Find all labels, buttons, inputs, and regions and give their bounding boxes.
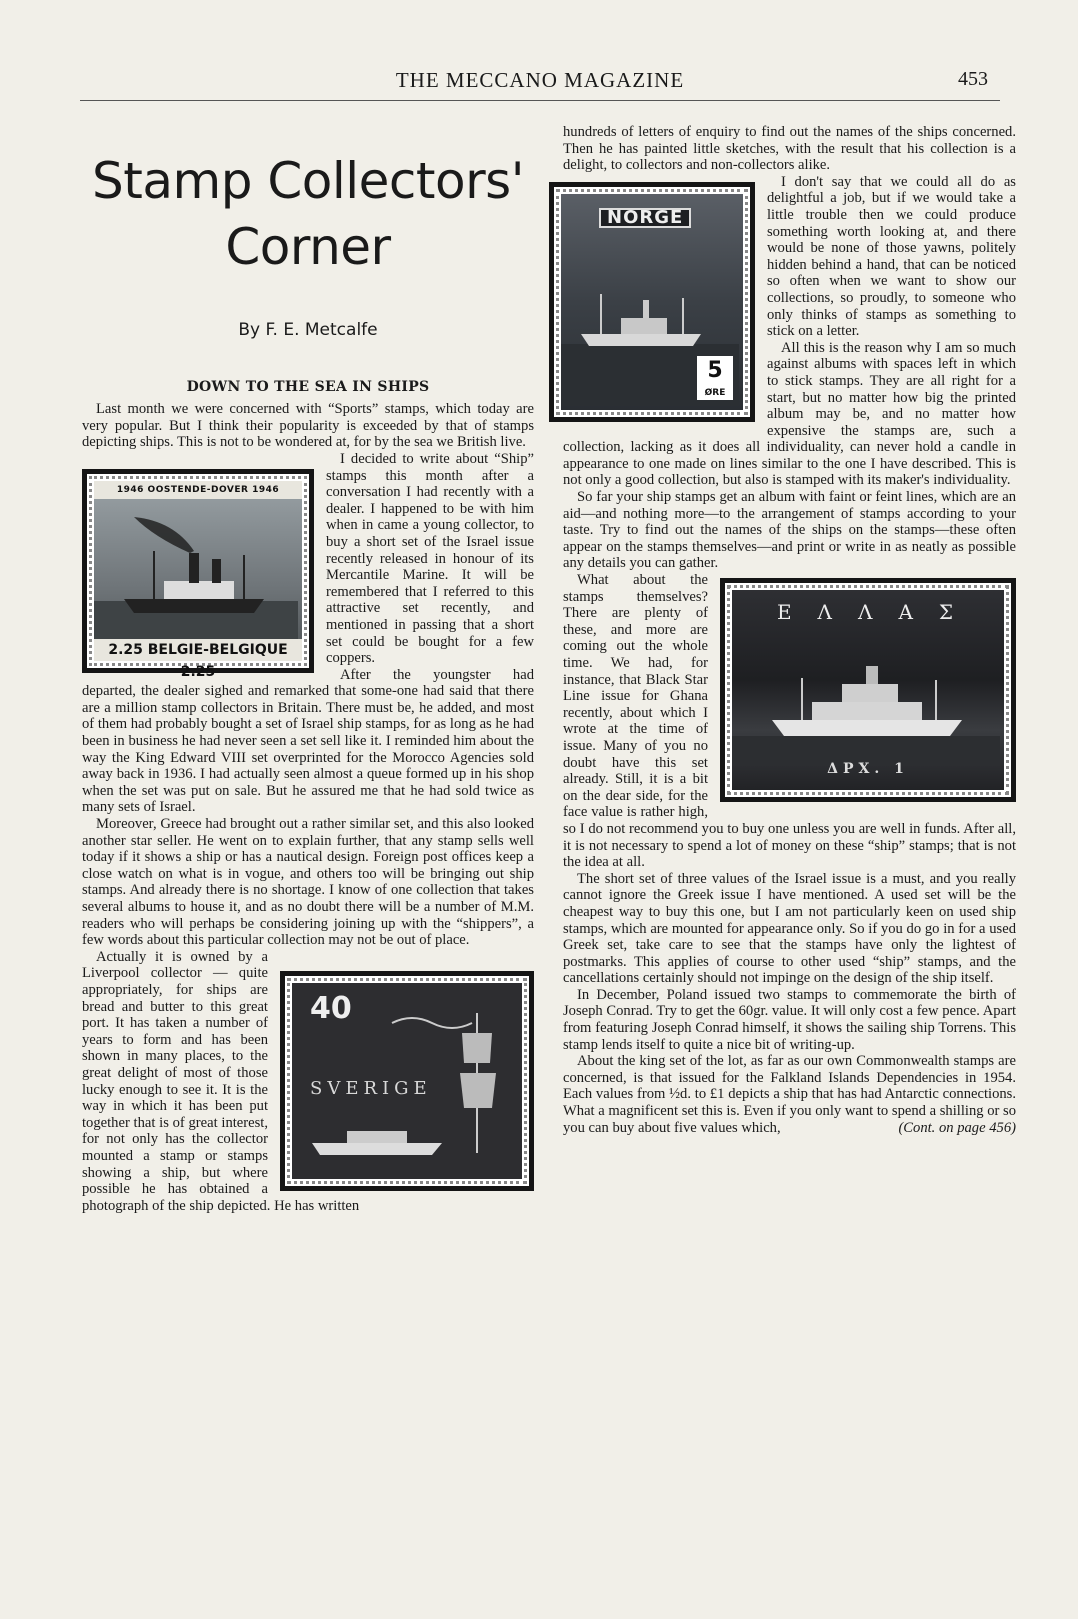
liner-illustration bbox=[732, 590, 1000, 786]
article-title bbox=[82, 148, 534, 280]
paragraph: Moreover, Greece had brought out a rather similar set, and this also looked another star seller. He went on to explain further, that any stamp sells well today if it shows a ship or has a nautical design. Foreign post offices keep a close watch on what is in vogue, and others too will be bringing out ship stamps. And already there is no shortage. I know of one collection that takes several albums to house it, and as no doubt there will be a number of M.M. readers who will perhaps be considering joining up with the “shippers”, a few words about this particular collection may not be out of place. bbox=[82, 816, 534, 949]
page-number: 453 bbox=[958, 68, 988, 90]
title-line-2: Corner bbox=[225, 218, 391, 276]
paragraph: All this is the reason why I am so much against albums with spaces left in which to stick stamps. They are all right for a start, but no matter how big the printed album may be, and no matter how expensive the stamps are, such a collection, lacking as it does all individuality, can never hold a candle in appearance to one made on lines similar to the one I have described. This is not only a good collection, but also is stamped with its maker's individuality. bbox=[563, 339, 1016, 489]
left-column bbox=[82, 106, 534, 1214]
stamp-greece bbox=[720, 578, 1016, 802]
stamp-label-top: 1946 OOSTENDE-DOVER 1946 bbox=[94, 481, 302, 499]
stamp-value: 40 bbox=[310, 990, 352, 1026]
paragraph-text: About the king set of the lot, as far as our own Commonwealth stamps are concerned, is that issued for the Falkland Islands Dependencies in 1954. Each values from ½d. to £1 depicts a ship that has had Antarctic connections. What a magnificent set this is. Even if you only want to spend a shilling or so you can buy about five values which, bbox=[563, 1053, 1016, 1136]
paragraph: Last month we were concerned with “Sports” stamps, which today are very popular. But I think their popularity is exceeded by that of stamps depicting ships. This is not to be wondered at, for by the sea we British live. bbox=[82, 401, 534, 451]
right-column bbox=[563, 124, 1016, 1136]
paragraph: The short set of three values of the Israel issue is a must, and you really cannot ignore the Greek issue I have mentioned. A used set will be the cheapest way to buy this one, but I am not particularly keen on used ship stamps, which are mounted for appearance only. So if you do go in for a used Greek set, take care to see that the stamps have only the lightest of postmarks. This applies of course to other used “ship” stamps, and the cancellations certainly should not impinge on the design of the ship itself. bbox=[563, 870, 1016, 987]
paragraph: Actually it is owned by a Liverpool collector — quite appropriately, for ships are bread and butter to this great port. It has taken a number of years to form and has been shown in many places, to the great delight of most of those lucky enough to see it. It is the way in which it has been put together that is of great interest, for not only has the collector mounted a stamp or stamps showing a ship, but where possible he has obtained a photograph of the ship depicted. He has written bbox=[82, 948, 360, 1214]
continued-note: (Cont. on page 456) bbox=[898, 1119, 1016, 1136]
stamp-value-box bbox=[697, 356, 733, 400]
paragraph: What about the stamps themselves? There are plenty of these, and more are coming out the whole time. We had, for instance, that Black Star Line issue for Ghana recently, about which I wrote at the time of issue. Many of you no doubt have this set already. Still, it is a bit on the dear side, for the face value is rather high, so I do not recommend you to buy one unless you are well in funds. After all, it is not necessary to spend a lot of money on these “ship” stamps; that is not the idea at all. bbox=[563, 572, 1016, 871]
paragraph: I don't say that we could all do as delightful a job, but if we would take a little trouble then we could produce something worth looking at, and there would be none of those yawns, politely hidden behind a hand, that can be noticed so often when we want to show our collections, so proudly, to someone who only thinks of stamps as something to stick on a letter. bbox=[767, 173, 1016, 340]
stamp-value: ΔΡΧ. 1 bbox=[827, 761, 909, 778]
stamp-oostende-dover bbox=[82, 469, 314, 680]
byline: By F. E. Metcalfe bbox=[238, 320, 378, 340]
stamp-country: NORGE bbox=[599, 208, 691, 229]
stamp-label-bottom: 2.25 BELGIE-BELGIQUE 2.25 bbox=[94, 639, 302, 661]
stamp-country: SVERIGE bbox=[310, 1077, 432, 1099]
stamp-country: ΕΛΛΑΣ bbox=[776, 600, 980, 625]
title-line-1: Stamp Collectors' bbox=[92, 152, 524, 210]
stamp-sverige bbox=[280, 971, 534, 1191]
stamp-unit: ØRE bbox=[704, 387, 726, 398]
steamship-illustration bbox=[94, 481, 298, 657]
paragraph: hundreds of letters of enquiry to find out the names of the ships concerned. Then he has painted little sketches, with the result that his collection is a delight, to collectors and non-collectors alike. bbox=[563, 124, 1016, 174]
paragraph: So far your ship stamps get an album with faint or feint lines, which are an aid—and nothing more—to the arrangement of stamps according to your taste. Try to find out the names of the ships on the stamps—these often appear on the stamps themselves—and print or write in as neatly as possible any details you can gather. bbox=[563, 489, 1016, 572]
stamp-value: 5 bbox=[707, 357, 723, 383]
stamp-norge bbox=[549, 182, 755, 422]
paragraph bbox=[563, 1053, 1016, 1136]
sailing-ship-illustration bbox=[292, 983, 518, 1175]
paragraph: After the youngster had departed, the dealer sighed and remarked that some-one had said that there are a million stamp collectors in Britain. There must be, he added, and most of them had probably bought a set of Israel ship stamps, for as long as he had been in business he had never seen a set sell like it. I reminded him about the way the King Edward VIII set overprinted for the Morocco Agencies sold away back in 1936. I had actually seen almost a queue formed up in his shop when the set was put on sale. But he assured me that he had sold twice as many sets of Israel. bbox=[82, 666, 534, 816]
paragraph: In December, Poland issued two stamps to commemorate the birth of Joseph Conrad. Try to get the 60gr. value. It will only cost a few pence. Apart from featuring Joseph Conrad himself, it shows the sailing ship Torrens. This stamp lends itself to quite a nice bit of writing-up. bbox=[563, 986, 1016, 1053]
paragraph: I decided to write about “Ship” stamps this month after a conversation I had recently with a dealer. I happened to be with him when in came a young collector, to buy a short set of the Israel issue recently released in honour of its Mercantile Marine. It will be remembered that I referred to this attractive set recently, and mentioned in passing that a short set could be bought for a few coppers. bbox=[326, 450, 534, 667]
section-heading: DOWN TO THE SEA IN SHIPS bbox=[186, 378, 430, 395]
running-head bbox=[80, 66, 1000, 101]
magazine-title: THE MECCANO MAGAZINE bbox=[395, 68, 685, 92]
